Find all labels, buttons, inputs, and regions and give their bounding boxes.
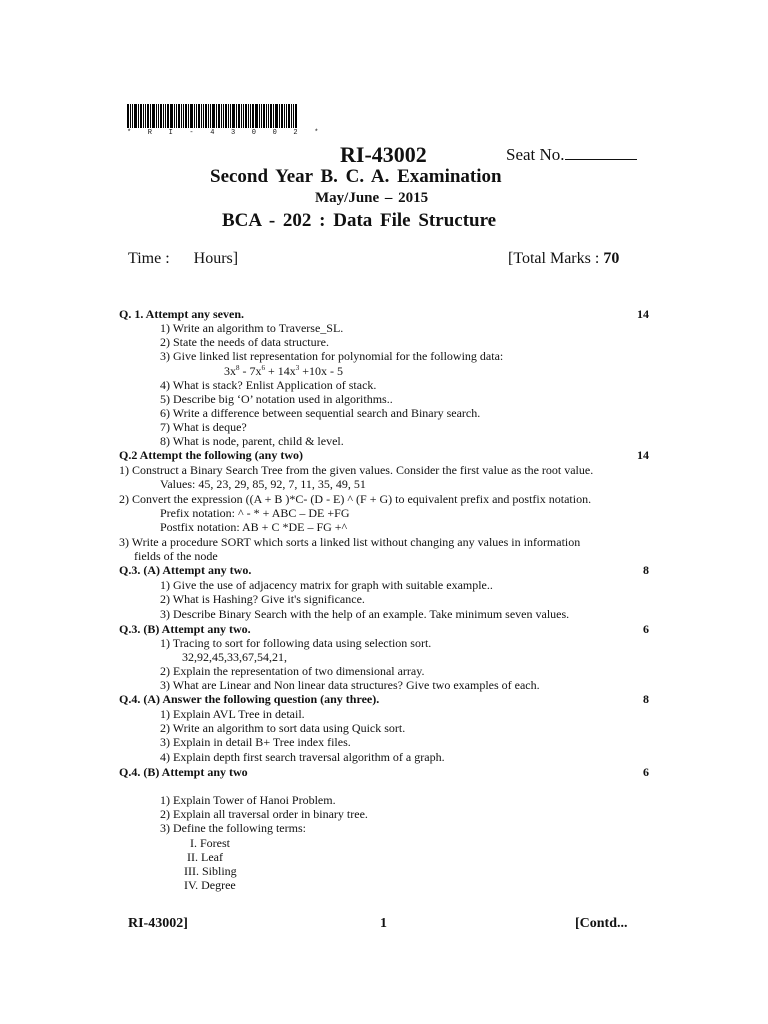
- q2-item-2-postfix: Postfix notation: AB + C *DE – FG +^: [160, 520, 348, 534]
- q1-item-1: 1) Write an algorithm to Traverse_SL.: [160, 321, 344, 335]
- barcode-bar: [132, 104, 133, 128]
- barcode-bar: [250, 104, 251, 128]
- barcode-bar: [295, 104, 297, 128]
- total-marks: [508, 250, 619, 268]
- barcode-bar: [210, 104, 211, 128]
- q4a-item-4: 4) Explain depth first search traversal algorithm of a graph.: [160, 750, 445, 764]
- barcode-bar: [194, 104, 195, 128]
- barcode-bar: [281, 104, 283, 128]
- q4b-heading: [119, 765, 649, 780]
- total-marks-value: 70: [603, 250, 620, 267]
- barcode-bar: [178, 104, 180, 128]
- barcode-bar: [143, 104, 144, 128]
- barcode-bar: [232, 104, 235, 128]
- barcode-bar: [150, 104, 151, 128]
- q4b-term-3: III. Sibling: [184, 864, 237, 878]
- q3b-marks: 6: [643, 622, 649, 636]
- poly-term: +10x - 5: [299, 364, 344, 378]
- q1-item-6: 6) Write a difference between sequential search and Binary search.: [160, 406, 481, 420]
- q1-item-3: 3) Give linked list representation for polynomial for the following data:: [160, 349, 504, 363]
- poly-term: - 7x: [239, 364, 262, 378]
- barcode-bar: [291, 104, 292, 128]
- barcode-bar: [130, 104, 131, 128]
- barcode-bar: [212, 104, 215, 128]
- barcode-bar: [167, 104, 169, 128]
- q4b-item-2: 2) Explain all traversal order in binary tree.: [160, 807, 368, 821]
- time-label: Time :: [128, 250, 170, 267]
- q2-item-3: 3) Write a procedure SORT which sorts a linked list without changing any values in information: [119, 535, 581, 549]
- exam-session: May/June – 2015: [315, 190, 429, 206]
- q3b-item-1-data: 32,92,45,33,67,54,21,: [182, 650, 287, 664]
- q2-item-1: 1) Construct a Binary Search Tree from the given values. Consider the first value as the root value.: [119, 463, 594, 477]
- seat-number-blank: [565, 145, 637, 160]
- barcode: [127, 104, 327, 128]
- barcode-bar: [183, 104, 184, 128]
- barcode-bar: [196, 104, 197, 128]
- q1-item-2: 2) State the needs of data structure.: [160, 335, 329, 349]
- barcode-bar: [140, 104, 142, 128]
- seat-number: [506, 145, 637, 165]
- barcode-bar: [228, 104, 229, 128]
- barcode-bar: [263, 104, 265, 128]
- exam-title: Second Year B. C. A. Examination: [210, 166, 502, 187]
- q3a-item-1: 1) Give the use of adjacency matrix for graph with suitable example..: [160, 578, 493, 592]
- barcode-bar: [134, 104, 137, 128]
- barcode-bar: [163, 104, 164, 128]
- barcode-bar: [279, 104, 280, 128]
- q1-heading: [119, 307, 649, 322]
- page-number: 1: [380, 916, 387, 931]
- q4a-item-3: 3) Explain in detail B+ Tree index files.: [160, 735, 351, 749]
- footer-code: RI-43002]: [128, 916, 188, 931]
- q4b-term-2: II. Leaf: [187, 850, 223, 864]
- barcode-bar: [225, 104, 227, 128]
- q2-item-3-cont: fields of the node: [134, 549, 218, 563]
- paper-code: RI-43002: [340, 142, 427, 167]
- barcode-bar: [275, 104, 278, 128]
- barcode-bar: [248, 104, 249, 128]
- q2-title: Q.2 Attempt the following (any two): [119, 448, 303, 462]
- barcode-bar: [170, 104, 173, 128]
- barcode-bar: [288, 104, 290, 128]
- barcode-bar: [266, 104, 267, 128]
- barcode-bar: [252, 104, 254, 128]
- barcode-bar: [205, 104, 207, 128]
- barcode-bar: [273, 104, 274, 128]
- barcode-bar: [230, 104, 231, 128]
- q2-item-2: 2) Convert the expression ((A + B )*C- (D - E) ^ (F + G) to equivalent prefix and postfix notation.: [119, 492, 592, 506]
- q3b-item-2: 2) Explain the representation of two dimensional array.: [160, 664, 425, 678]
- total-marks-label: [Total Marks :: [508, 250, 600, 267]
- q4b-item-1: 1) Explain Tower of Hanoi Problem.: [160, 793, 336, 807]
- barcode-caption: * R I - 4 3 0 0 2 *: [127, 129, 325, 137]
- q1-item-5: 5) Describe big ‘O’ notation used in algorithms..: [160, 392, 393, 406]
- barcode-bar: [181, 104, 182, 128]
- q2-item-1-values: Values: 45, 23, 29, 85, 92, 7, 11, 35, 49, 51: [160, 477, 366, 491]
- q1-title: Q. 1. Attempt any seven.: [119, 307, 244, 321]
- q1-marks: 14: [637, 307, 649, 321]
- q3a-item-2: 2) What is Hashing? Give it's significance.: [160, 592, 365, 606]
- poly-term: 3x: [224, 364, 236, 378]
- q2-marks: 14: [637, 448, 649, 462]
- barcode-bar: [221, 104, 222, 128]
- q1-polynomial: [224, 364, 343, 379]
- barcode-bar: [185, 104, 187, 128]
- barcode-bar: [216, 104, 217, 128]
- q3b-item-3: 3) What are Linear and Non linear data structures? Give two examples of each.: [160, 678, 540, 692]
- barcode-bar: [293, 104, 294, 128]
- q3a-heading: [119, 563, 649, 578]
- poly-exp: 8: [236, 364, 240, 372]
- barcode-bar: [236, 104, 237, 128]
- barcode-bar: [284, 104, 285, 128]
- barcode-bar: [241, 104, 242, 128]
- barcode-bar: [147, 104, 149, 128]
- barcode-bar: [127, 104, 129, 128]
- poly-term: + 14x: [265, 364, 296, 378]
- q4b-item-3: 3) Define the following terms:: [160, 821, 306, 835]
- barcode-bar: [165, 104, 166, 128]
- q3b-title: Q.3. (B) Attempt any two.: [119, 622, 251, 636]
- q4b-term-4: IV. Degree: [184, 878, 236, 892]
- poly-exp: 3: [295, 364, 300, 372]
- q4b-marks: 6: [643, 765, 649, 779]
- seat-label: Seat No.: [506, 145, 565, 164]
- barcode-bar: [160, 104, 162, 128]
- barcode-bar: [243, 104, 244, 128]
- barcode-bar: [268, 104, 269, 128]
- barcode-bar: [201, 104, 202, 128]
- q4b-term-1: I. Forest: [190, 836, 230, 850]
- barcode-bar: [138, 104, 139, 128]
- barcode-bar: [261, 104, 262, 128]
- barcode-bar: [238, 104, 240, 128]
- q1-item-7: 7) What is deque?: [160, 420, 247, 434]
- q4b-title: Q.4. (B) Attempt any two: [119, 765, 248, 779]
- continued-label: [Contd...: [575, 916, 628, 931]
- q4a-marks: 8: [643, 692, 649, 706]
- q3a-title: Q.3. (A) Attempt any two.: [119, 563, 252, 577]
- q1-item-4: 4) What is stack? Enlist Application of stack.: [160, 378, 377, 392]
- q4a-item-2: 2) Write an algorithm to sort data using Quick sort.: [160, 721, 406, 735]
- barcode-bar: [208, 104, 209, 128]
- barcode-bar: [203, 104, 204, 128]
- q3a-marks: 8: [643, 563, 649, 577]
- barcode-bar: [145, 104, 146, 128]
- barcode-bar: [174, 104, 175, 128]
- hours-label: Hours]: [193, 250, 239, 267]
- q4a-item-1: 1) Explain AVL Tree in detail.: [160, 707, 305, 721]
- poly-exp: 6: [261, 364, 265, 372]
- barcode-bar: [218, 104, 220, 128]
- q1-item-8: 8) What is node, parent, child & level.: [160, 434, 344, 448]
- barcode-bar: [223, 104, 224, 128]
- q4a-heading: [119, 692, 649, 707]
- q2-item-2-prefix: Prefix notation: ^ - * + ABC – DE +FG: [160, 506, 350, 520]
- q2-heading: [119, 448, 649, 463]
- q4a-title: Q.4. (A) Answer the following question (any three).: [119, 692, 380, 706]
- barcode-bar: [198, 104, 200, 128]
- barcode-bar: [255, 104, 258, 128]
- barcode-bar: [176, 104, 177, 128]
- barcode-bar: [245, 104, 247, 128]
- barcode-bar: [190, 104, 193, 128]
- barcode-bar: [152, 104, 155, 128]
- barcode-bar: [286, 104, 287, 128]
- q3b-item-1: 1) Tracing to sort for following data using selection sort.: [160, 636, 432, 650]
- barcode-bar: [188, 104, 189, 128]
- barcode-bar: [270, 104, 272, 128]
- time-info: [128, 250, 238, 268]
- q3b-heading: [119, 622, 649, 637]
- q3a-item-3: 3) Describe Binary Search with the help of an example. Take minimum seven values.: [160, 607, 570, 621]
- barcode-bar: [158, 104, 159, 128]
- barcode-bar: [156, 104, 157, 128]
- barcode-bar: [259, 104, 260, 128]
- subject-title: BCA - 202 : Data File Structure: [222, 210, 497, 231]
